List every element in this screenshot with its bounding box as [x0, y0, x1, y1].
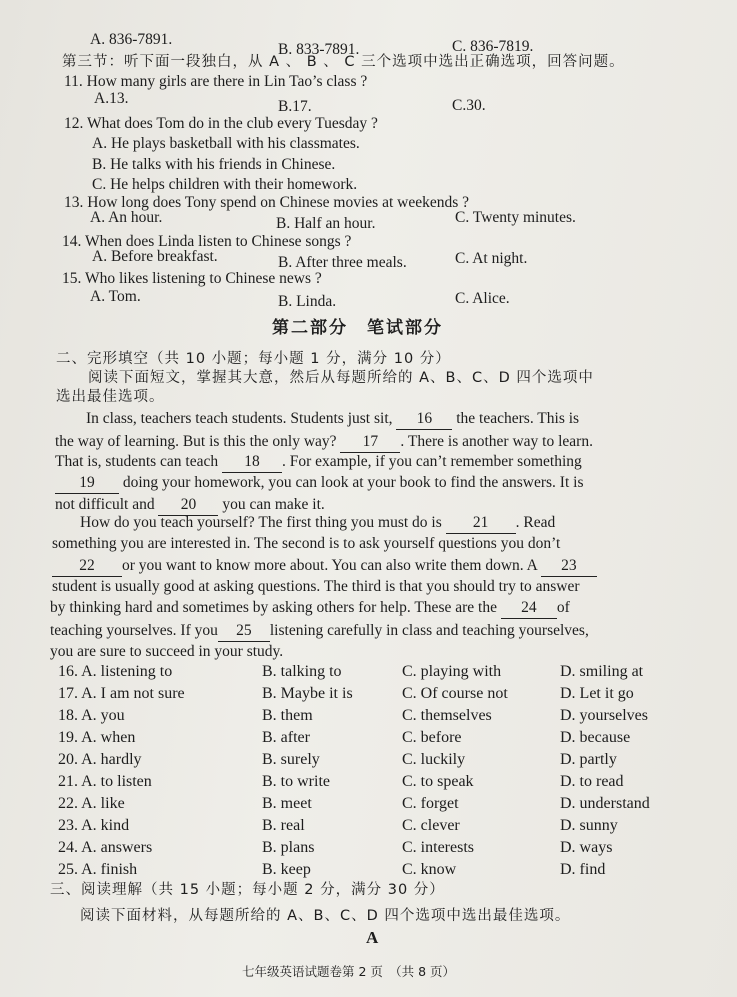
q13-option-a: A. An hour. — [90, 209, 163, 226]
cloze-option-23-c: C. clever — [402, 817, 460, 834]
q15-option-a: A. Tom. — [90, 288, 141, 305]
q14-option-b: B. After three meals. — [278, 254, 407, 271]
cloze-option-19-c: C. before — [402, 729, 462, 746]
blank-23: 23 — [541, 556, 597, 577]
cloze-option-19-d: D. because — [560, 729, 631, 746]
q12-option-b: B. He talks with his friends in Chinese. — [92, 156, 336, 173]
q12-option-a: A. He plays basketball with his classmates. — [92, 135, 360, 152]
cloze-option-25-c: C. know — [402, 861, 457, 878]
cloze-option-25-a: 25. A. finish — [58, 861, 138, 878]
part2-title: 第二部分 笔试部分 — [272, 318, 443, 338]
cloze-instruction-cont: 选出最佳选项。 — [56, 389, 165, 405]
cloze-option-20-a: 20. A. hardly — [58, 751, 142, 768]
cloze-option-24-a: 24. A. answers — [58, 839, 153, 856]
cloze-option-20-b: B. surely — [262, 751, 320, 768]
cloze-option-19-a: 19. A. when — [58, 729, 136, 746]
cloze-header: 二、完形填空（共 10 小题；每小题 1 分，满分 10 分） — [56, 351, 451, 367]
q13-option-c: C. Twenty minutes. — [455, 209, 576, 226]
cloze-option-22-b: B. meet — [262, 795, 312, 812]
passage-line: How do you teach yourself? The first thing you must do is 21 . Read — [80, 513, 555, 534]
cloze-option-22-c: C. forget — [402, 795, 459, 812]
blank-19: 19 — [55, 473, 119, 494]
option-a: A. 836-7891. — [90, 31, 173, 48]
question-12: 12. What does Tom do in the club every Tuesday ? — [64, 115, 378, 132]
cloze-option-17-c: C. Of course not — [402, 685, 508, 702]
passage-line: not difficult and 20 you can make it. — [55, 495, 325, 516]
cloze-option-18-a: 18. A. you — [58, 707, 125, 724]
blank-25: 25 — [218, 621, 270, 642]
cloze-option-21-c: C. to speak — [402, 773, 474, 790]
cloze-option-25-b: B. keep — [262, 861, 311, 878]
passage-line: you are sure to succeed in your study. — [50, 643, 284, 660]
q15-option-c: C. Alice. — [455, 290, 510, 307]
question-11: 11. How many girls are there in Lin Tao’s class ? — [64, 73, 368, 90]
question-13: 13. How long does Tony spend on Chinese movies at weekends ? — [64, 194, 470, 211]
section-a-label: A — [366, 928, 379, 947]
blank-16: 16 — [396, 409, 452, 430]
cloze-option-18-b: B. them — [262, 707, 313, 724]
question-14: 14. When does Linda listen to Chinese songs ? — [62, 233, 352, 250]
cloze-option-23-b: B. real — [262, 817, 305, 834]
cloze-option-19-b: B. after — [262, 729, 310, 746]
blank-17: 17 — [340, 432, 400, 453]
option-b: B. 833-7891. — [278, 41, 360, 58]
passage-line: 22 or you want to know more about. You can also write them down. A 23 — [52, 556, 597, 577]
cloze-instruction: 阅读下面短文，掌握其大意，然后从每题所给的 A、B、C、D 四个选项中 — [88, 370, 594, 386]
reading-instruction: 阅读下面材料，从每题所给的 A、B、C、D 四个选项中选出最佳选项。 — [80, 908, 571, 924]
cloze-option-16-d: D. smiling at — [560, 663, 644, 680]
blank-18: 18 — [222, 452, 282, 473]
cloze-option-16-a: 16. A. listening to — [58, 663, 173, 680]
blank-24: 24 — [501, 598, 557, 619]
passage-line: the way of learning. But is this the only way? 17 . There is another way to learn. — [55, 432, 593, 453]
cloze-option-18-c: C. themselves — [402, 707, 492, 724]
cloze-option-24-d: D. ways — [560, 839, 613, 856]
section3-instruction: 第三节：听下面一段独白，从 A 、 B 、 C 三个选项中选出正确选项，回答问题。 — [62, 54, 625, 70]
cloze-option-25-d: D. find — [560, 861, 606, 878]
q13-option-b: B. Half an hour. — [276, 215, 376, 232]
passage-line: That is, students can teach 18 . For example, if you can’t remember something — [55, 452, 582, 473]
q11-option-c: C.30. — [452, 97, 486, 114]
option-c: C. 836-7819. — [452, 38, 534, 55]
cloze-option-23-a: 23. A. kind — [58, 817, 130, 834]
q15-option-b: B. Linda. — [278, 293, 337, 310]
q11-option-a: A.13. — [94, 90, 129, 107]
q14-option-c: C. At night. — [455, 250, 528, 267]
blank-21: 21 — [446, 513, 516, 534]
passage-line: In class, teachers teach students. Students just sit, 16 the teachers. This is — [86, 409, 579, 430]
cloze-option-21-a: 21. A. to listen — [58, 773, 152, 790]
reading-header: 三、阅读理解（共 15 小题；每小题 2 分，满分 30 分） — [50, 882, 445, 898]
cloze-option-20-c: C. luckily — [402, 751, 466, 768]
cloze-option-21-b: B. to write — [262, 773, 330, 790]
cloze-option-17-d: D. Let it go — [560, 685, 634, 702]
cloze-option-22-d: D. understand — [560, 795, 650, 812]
q12-option-c: C. He helps children with their homework. — [92, 176, 358, 193]
cloze-option-18-d: D. yourselves — [560, 707, 648, 724]
passage-line: by thinking hard and sometimes by asking others for help. These are the 24 of — [50, 598, 570, 619]
passage-line: 19 doing your homework, you can look at your book to find the answers. It is — [55, 473, 584, 494]
cloze-option-24-b: B. plans — [262, 839, 315, 856]
question-15: 15. Who likes listening to Chinese news ? — [62, 270, 322, 287]
passage-line: something you are interested in. The second is to ask yourself questions you don’t — [52, 535, 561, 552]
cloze-option-22-a: 22. A. like — [58, 795, 125, 812]
q14-option-a: A. Before breakfast. — [92, 248, 218, 265]
cloze-option-17-b: B. Maybe it is — [262, 685, 353, 702]
q11-option-b: B.17. — [278, 98, 312, 115]
cloze-option-21-d: D. to read — [560, 773, 624, 790]
passage-line: teaching yourselves. If you 25 listening carefully in class and teaching yourselves, — [50, 621, 589, 642]
passage-line: student is usually good at asking questions. The third is that you should try to answer — [52, 578, 580, 595]
cloze-option-16-b: B. talking to — [262, 663, 342, 680]
cloze-option-16-c: C. playing with — [402, 663, 502, 680]
page-footer: 七年级英语试题卷第 2 页 （共 8 页） — [242, 964, 456, 979]
blank-22: 22 — [52, 556, 122, 577]
cloze-option-20-d: D. partly — [560, 751, 617, 768]
cloze-option-23-d: D. sunny — [560, 817, 618, 834]
blank-20: 20 — [158, 495, 218, 516]
cloze-option-17-a: 17. A. I am not sure — [58, 685, 185, 702]
cloze-option-24-c: C. interests — [402, 839, 474, 856]
